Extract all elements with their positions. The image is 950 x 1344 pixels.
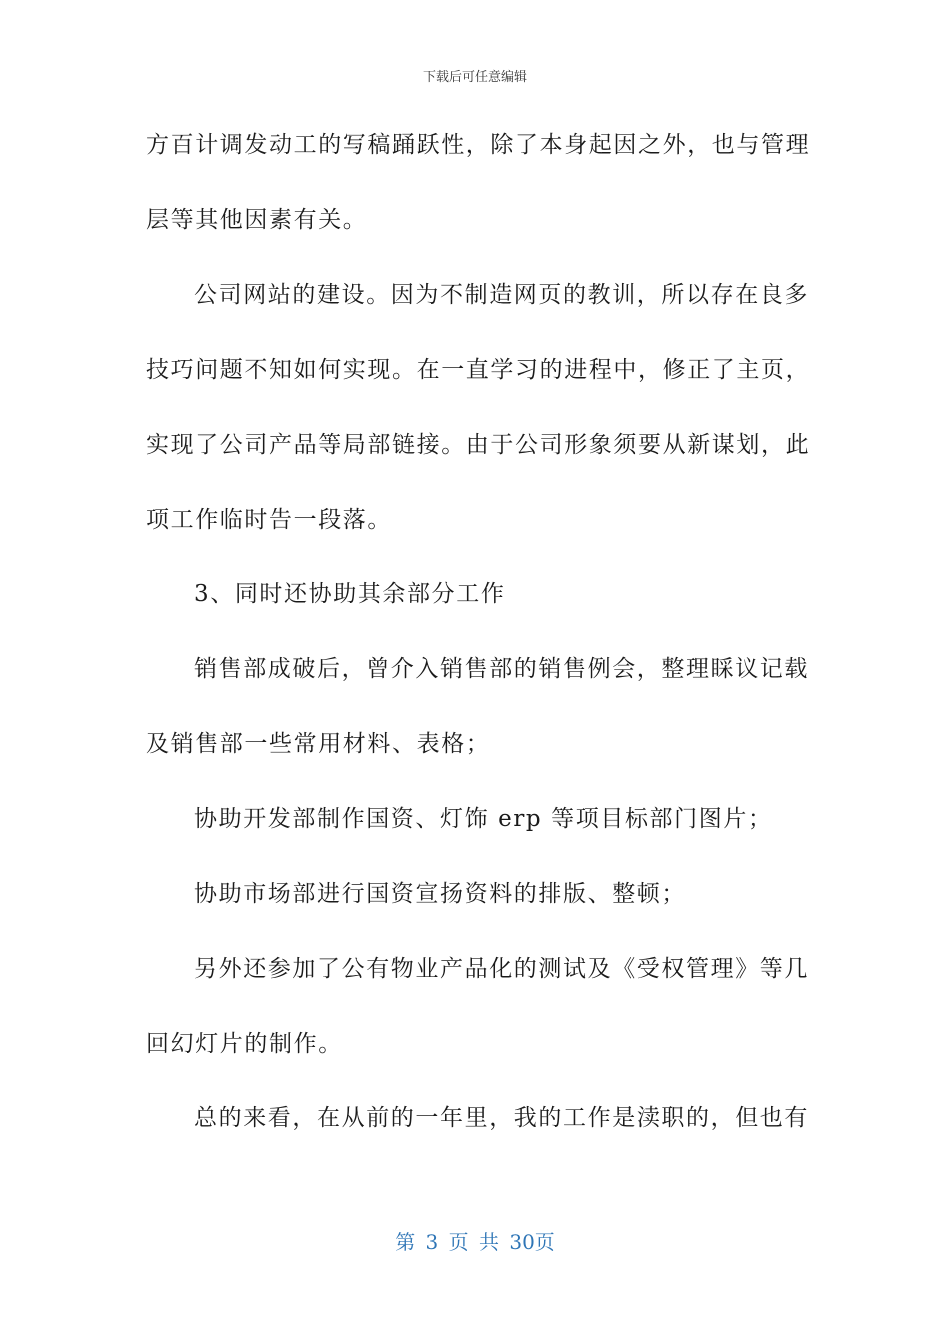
text-line: 项工作临时告一段落。 [146,507,392,533]
text-line: 另外还参加了公有物业产品化的测试及《受权管理》等几 [194,956,809,982]
text-line: 层等其他因素有关。 [146,207,368,233]
text-line: 销售部成破后，曾介入销售部的销售例会，整理睬议记载 [194,656,809,682]
section-heading: 3、同时还协助其余部分工作 [194,581,506,607]
text-line: 回幻灯片的制作。 [146,1031,343,1057]
text-line: 协助开发部制作国资、灯饰 erp 等项目标部门图片； [194,806,773,832]
text-line: 方百计调发动工的写稿踊跃性，除了本身起因之外，也与管理 [146,132,811,158]
text-line: 总的来看，在从前的一年里，我的工作是渎职的，但也有 [194,1105,809,1131]
page-number: 第 3 页 共 30页 [395,1230,555,1254]
text-line: 及销售部一些常用材料、表格； [146,731,491,757]
text-line: 技巧问题不知如何实现。在一直学习的进程中，修正了主页， [146,357,811,383]
text-line: 公司网站的建设。因为不制造网页的教训，所以存在良多 [194,282,809,308]
page-header: 下载后可任意编辑 [422,70,527,85]
text-line: 协助市场部进行国资宣扬资料的排版、整顿； [194,881,686,907]
text-line: 实现了公司产品等局部链接。由于公司形象须要从新谋划，此 [146,432,811,458]
